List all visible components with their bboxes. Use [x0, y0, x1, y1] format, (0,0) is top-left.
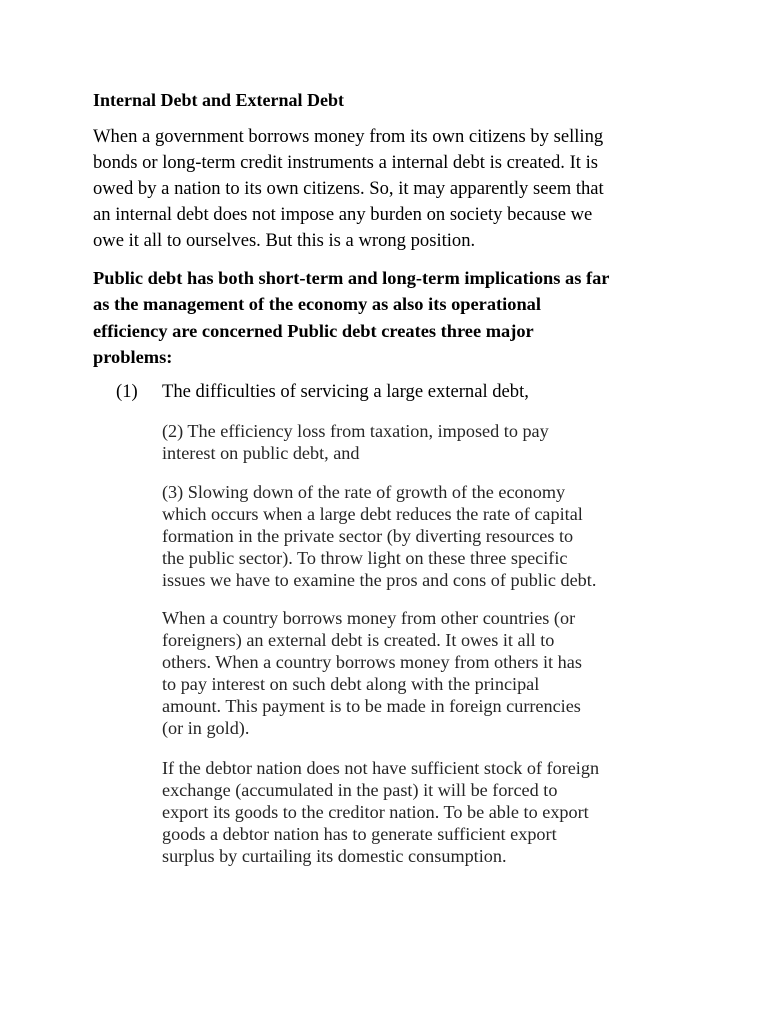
list-item-1-text: The difficulties of servicing a large external debt, [162, 381, 529, 402]
intro-paragraph: When a government borrows money from its own citizens by selling bonds or long-term credit instruments a internal debt is created. It is owed by a nation to its own citizens. So, it may apparently seem that an internal debt does not impose any burden on society because we owe it all to ourselves. But this is a wrong position. [93, 126, 604, 251]
list-item-1 [116, 380, 529, 404]
list-item-1-number: (1) [116, 381, 138, 402]
document-heading: Internal Debt and External Debt [93, 90, 344, 110]
debtor-nation-paragraph: If the debtor nation does not have sufficient stock of foreign exchange (accumulated in the past) it will be forced to export its goods to the creditor nation. To be able to export goods a debtor nation has to generate sufficient export surplus by curtailing its domestic consumption. [162, 758, 600, 866]
public-debt-paragraph: Public debt has both short-term and long-term implications as far as the management of the economy as also its operational efficiency are concerned Public debt creates three major problems: [93, 268, 610, 368]
external-debt-paragraph: When a country borrows money from other countries (or foreigners) an external debt is created. It owes it all to others. When a country borrows money from others it has to pay interest on such debt along with the principal amount. This payment is to be made in foreign currencies (or in gold). [162, 608, 582, 738]
list-item-3: (3) Slowing down of the rate of growth of the economy which occurs when a large debt reduces the rate of capital formation in the private sector (by diverting resources to the public sector). To throw light on these three specific issues we have to examine the pros and cons of public debt. [162, 482, 597, 590]
list-item-2: (2) The efficiency loss from taxation, imposed to pay interest on public debt, and [162, 421, 549, 463]
